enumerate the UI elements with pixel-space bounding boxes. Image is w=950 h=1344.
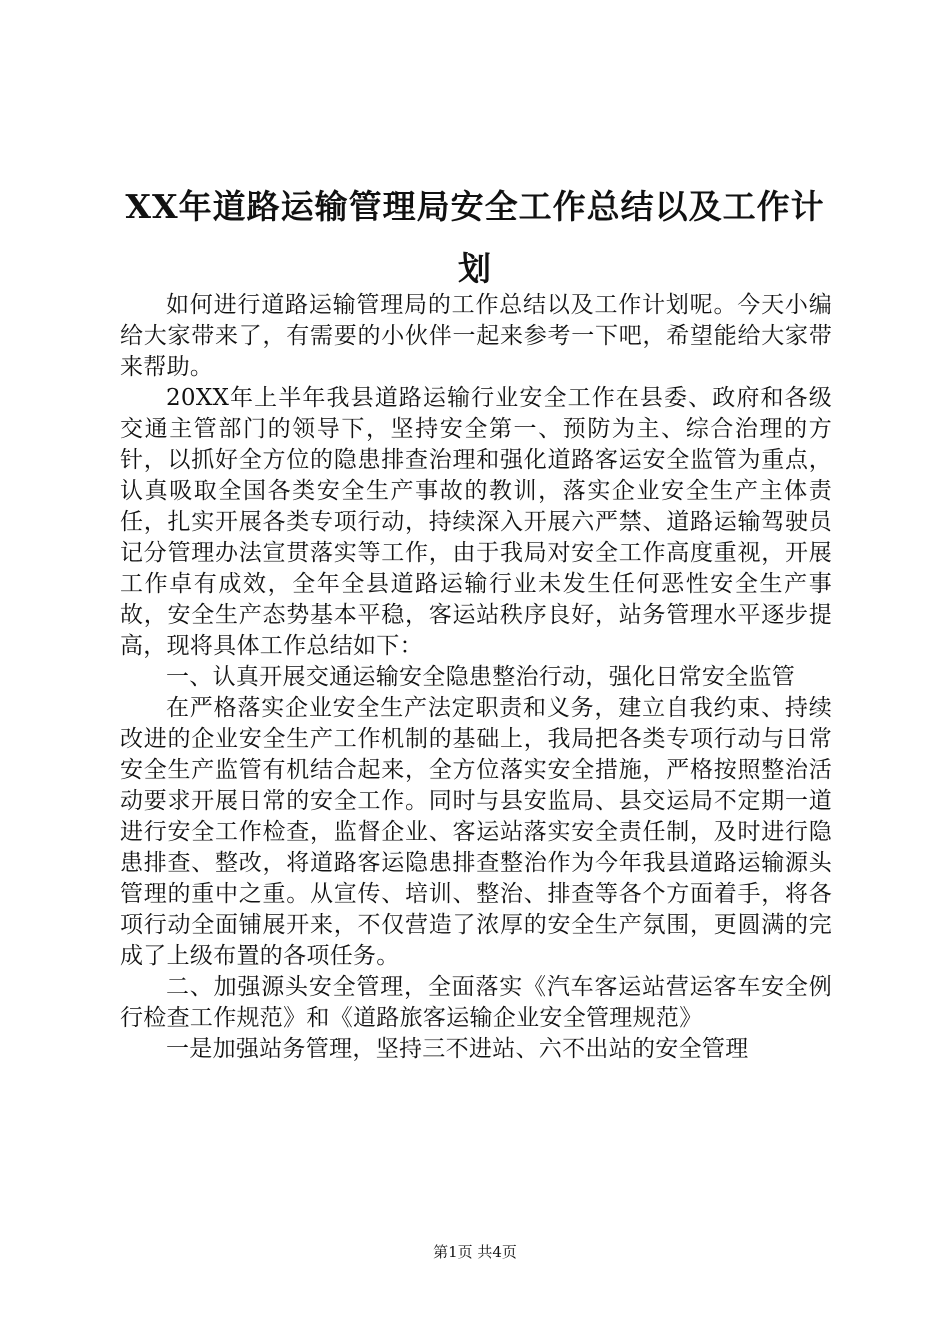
section-heading-2: 二、加强源头安全管理，全面落实《汽车客运站营运客车安全例行检查工作规范》和《道路旅客运输企业安全管理规范》 xyxy=(120,974,832,1031)
paragraph-intro: 如何进行道路运输管理局的工作总结以及工作计划呢。今天小编给大家带来了，有需要的小伙伴一起来参考一下吧，希望能给大家带来帮助。 xyxy=(120,292,832,380)
section-heading-1: 一、认真开展交通运输安全隐患整治行动，强化日常安全监管 xyxy=(166,664,796,690)
document-body xyxy=(120,290,832,1065)
paragraph-section-1: 在严格落实企业安全生产法定职责和义务，建立自我约束、持续改进的企业安全生产工作机制的基础上，我局把各类专项行动与日常安全生产监管有机结合起来，全方位落实安全措施，严格按照整治活动要求开展日常的安全工作。同时与县安监局、县交运局不定期一道进行安全工作检查，监督企业、客运站落实安全责任制，及时进行隐患排查、整改，将道路客运隐患排查整治作为今年我县道路运输源头管理的重中之重。从宣传、培训、整治、排查等各个方面着手，将各项行动全面铺展开来，不仅营造了浓厚的安全生产氛围，更圆满的完成了上级布置的各项任务。 xyxy=(120,695,832,969)
page-footer: 第1页 共4页 xyxy=(433,1243,517,1261)
paragraph-section-2: 一是加强站务管理，坚持三不进站、六不出站的安全管理 xyxy=(166,1036,749,1062)
paragraph-summary: 20XX年上半年我县道路运输行业安全工作在县委、政府和各级交通主管部门的领导下，坚持安全第一、预防为主、综合治理的方针，以抓好全方位的隐患排查治理和强化道路客运安全监管为重点，认真吸取全国各类安全生产事故的教训，落实企业安全生产主体责任，扎实开展各类专项行动，持续深入开展六严禁、道路运输驾驶员记分管理办法宣贯落实等工作，由于我局对安全工作高度重视，开展工作卓有成效，全年全县道路运输行业未发生任何恶性安全生产事故，安全生产态势基本平稳，客运站秩序良好，站务管理水平逐步提高，现将具体工作总结如下： xyxy=(120,385,832,659)
document-title: XX年道路运输管理局安全工作总结以及工作计划 xyxy=(125,187,825,288)
